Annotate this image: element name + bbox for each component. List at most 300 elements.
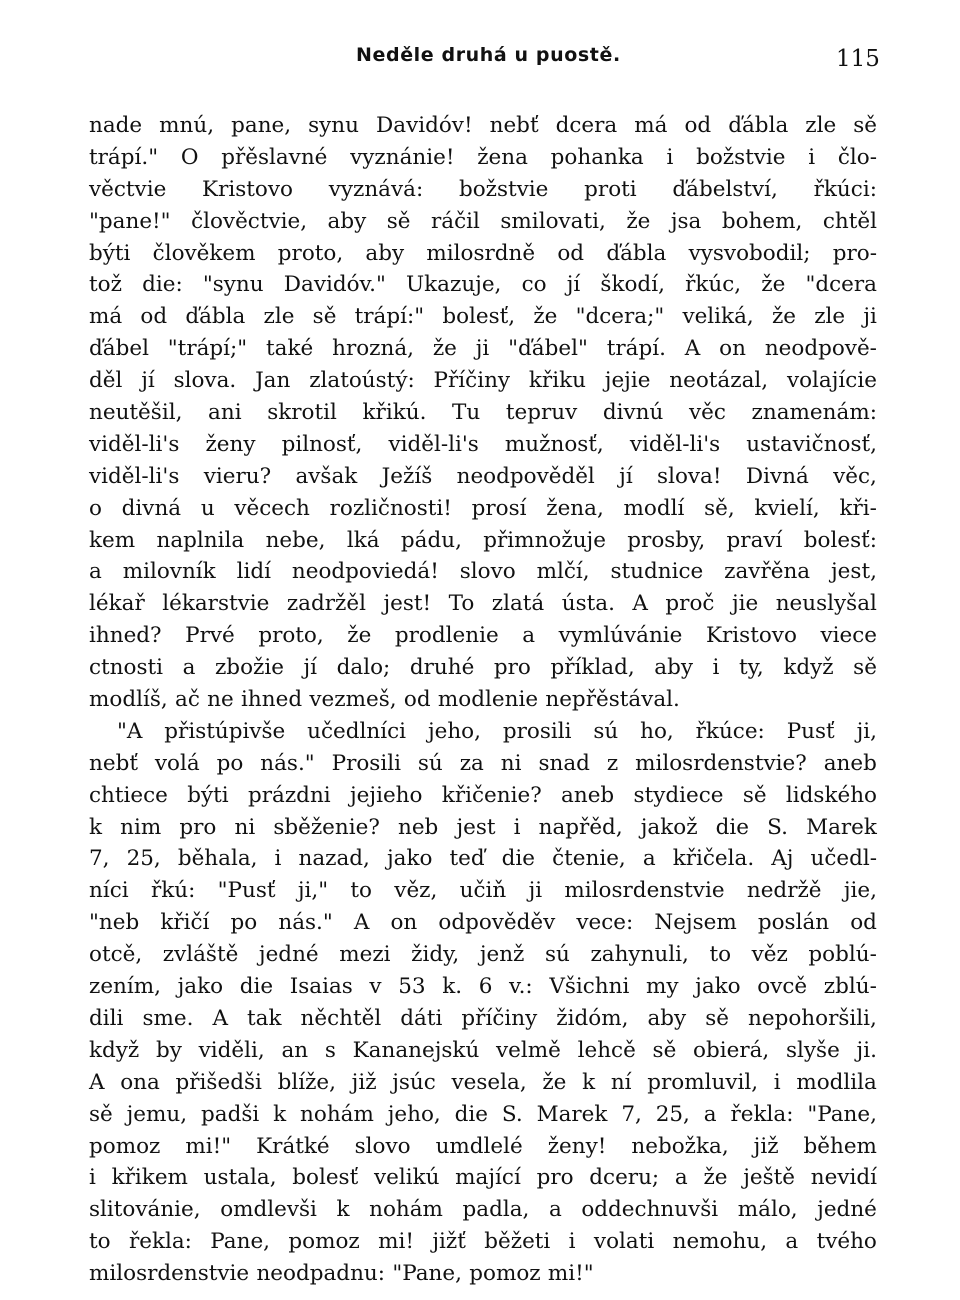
word: mužnosť, <box>504 431 604 457</box>
word: vysvobodil; <box>688 240 811 266</box>
word: A <box>89 1069 105 1095</box>
word: 6 <box>478 974 493 1000</box>
word: ní <box>610 1069 632 1095</box>
word: sú <box>417 750 443 776</box>
word: jakož <box>640 814 698 840</box>
word: od <box>140 304 168 330</box>
word: a <box>89 559 102 585</box>
word: ji <box>528 878 543 904</box>
text-line <box>89 780 877 812</box>
word: "pane!" <box>89 208 171 234</box>
word: nade <box>89 113 143 138</box>
text-line <box>89 684 877 716</box>
word: kvielí, <box>754 495 820 521</box>
word: slova. <box>173 368 237 394</box>
word: 7, <box>89 846 110 872</box>
word: učiň <box>459 878 507 904</box>
word: die <box>454 1101 489 1127</box>
word: modlíš, <box>89 687 168 713</box>
text-line <box>89 652 877 684</box>
word: křičí <box>160 910 210 936</box>
word: Ježíš <box>381 463 433 489</box>
word: prázdni <box>248 782 331 808</box>
word: mnú, <box>159 113 215 138</box>
word: proč <box>665 591 715 617</box>
word: že <box>533 304 558 330</box>
word: božstvie <box>696 144 786 170</box>
word: ty, <box>739 655 764 681</box>
word: zbožie <box>214 655 284 681</box>
word: tož <box>89 272 122 298</box>
word: ustavičnosť, <box>746 431 877 457</box>
word: jí <box>303 655 318 681</box>
word: a <box>182 655 196 681</box>
word: k <box>336 1197 350 1223</box>
word: obierá, <box>693 1037 770 1063</box>
word: příčiny <box>461 1005 538 1031</box>
word: od <box>557 240 585 266</box>
word: aby <box>647 1005 687 1031</box>
word: vece: <box>576 910 634 936</box>
word: ho, <box>640 718 674 744</box>
word: velikú <box>373 1165 440 1191</box>
word: pane, <box>231 113 292 138</box>
word: a <box>522 623 536 649</box>
word: k <box>273 1101 287 1127</box>
word: 25, <box>126 846 161 872</box>
text-line <box>89 301 877 333</box>
word: neodpově- <box>764 336 877 362</box>
word: jejie <box>604 368 651 394</box>
word: viděl-li's <box>89 463 180 489</box>
text-line <box>89 206 877 238</box>
word: "A <box>117 718 143 744</box>
word: aneb <box>823 750 877 776</box>
word: jejieho <box>350 782 423 808</box>
word: slovo <box>354 1133 411 1159</box>
word: viece <box>820 623 877 649</box>
word: die <box>239 974 274 1000</box>
word: slitovánie, <box>89 1197 201 1223</box>
word: nebožka, <box>631 1133 729 1159</box>
word: slova! <box>657 463 722 489</box>
word: křikem <box>111 1165 188 1191</box>
text-line <box>89 556 877 588</box>
word: my <box>646 974 679 1000</box>
word: po <box>230 910 258 936</box>
text-line <box>89 142 877 174</box>
word: napřěd, <box>538 814 623 840</box>
word: Kananejskú <box>352 1037 480 1063</box>
word: neb <box>397 814 439 840</box>
word: Davidóv! <box>376 113 473 138</box>
word: pro- <box>832 240 877 266</box>
text-line <box>89 238 877 270</box>
word: jako <box>177 974 224 1000</box>
word: ona <box>120 1069 160 1095</box>
word: sě <box>89 1101 113 1127</box>
word: vyznánie! <box>350 144 455 170</box>
text-line <box>89 174 877 206</box>
word: ihned? <box>89 623 162 649</box>
word: mi!" <box>547 1261 594 1287</box>
word: židóm, <box>556 1005 629 1031</box>
word: "dcera;" <box>575 304 665 330</box>
word: jest! <box>383 591 432 617</box>
word: ji, <box>856 718 877 744</box>
word: "Pane, <box>392 1261 462 1287</box>
word: mající <box>455 1165 521 1191</box>
word: znamenám: <box>751 400 877 426</box>
word: promluvil, <box>647 1069 759 1095</box>
word: Marek <box>806 814 877 840</box>
word: o <box>89 495 102 521</box>
word: dalo; <box>336 655 391 681</box>
word: děl <box>89 368 123 394</box>
text-line <box>89 1226 877 1258</box>
word: nebť <box>489 113 539 138</box>
word: sme. <box>142 1005 194 1031</box>
word: jsa <box>670 208 702 234</box>
word: jsúc <box>392 1069 436 1095</box>
word: to <box>709 942 732 968</box>
word: Pane, <box>210 1229 271 1255</box>
word: umdlelé <box>435 1133 523 1159</box>
word: Isaias <box>289 974 353 1000</box>
word: a <box>642 846 656 872</box>
word: málo, <box>737 1197 798 1223</box>
word: jako <box>386 846 433 872</box>
word: i <box>712 655 720 681</box>
text-line <box>89 1131 877 1163</box>
word: věc, <box>833 463 877 489</box>
text-line <box>89 429 877 461</box>
word: bolesť <box>292 1165 359 1191</box>
word: tvého <box>816 1229 877 1255</box>
word: pohanka <box>550 144 644 170</box>
word: tepruv <box>505 400 578 426</box>
word: ihned <box>241 687 303 713</box>
word: křičela. <box>672 846 755 872</box>
word: kři- <box>839 495 877 521</box>
word: sběženie? <box>273 814 380 840</box>
word: býti <box>89 240 131 266</box>
word: sú <box>593 718 619 744</box>
word: zlatá <box>491 591 545 617</box>
word: aby <box>327 208 367 234</box>
word: člo- <box>837 144 877 170</box>
word: člověctvie, <box>191 208 308 234</box>
text-line <box>89 939 877 971</box>
word: A <box>684 336 701 362</box>
word: učedlníci <box>307 718 407 744</box>
word: studnice <box>610 559 704 585</box>
word: chtěl <box>822 208 877 234</box>
word: bolesť, <box>442 304 516 330</box>
word: prodlenie <box>394 623 499 649</box>
word: die <box>715 814 750 840</box>
word: neodpoviedá! <box>291 559 439 585</box>
word: z <box>606 750 619 776</box>
word: padši <box>200 1101 260 1127</box>
word: vieru? <box>203 463 272 489</box>
word: věz, <box>394 878 438 904</box>
word: neotázal, <box>669 368 769 394</box>
word: sě, <box>704 495 735 521</box>
word: po <box>216 750 244 776</box>
word: 25, <box>655 1101 690 1127</box>
word: proti <box>584 176 637 202</box>
word: od <box>403 687 431 713</box>
word: že <box>626 208 651 234</box>
word: pilnosť, <box>281 431 363 457</box>
word: vymlúvánie <box>558 623 683 649</box>
word: milosrdenstvie <box>89 1261 250 1287</box>
paragraph <box>89 110 877 716</box>
word: mi! <box>378 1229 415 1255</box>
word: S. <box>501 1101 523 1127</box>
word: padla, <box>462 1197 530 1223</box>
word: to <box>89 1229 111 1255</box>
text-line <box>89 493 877 525</box>
word: jie <box>731 591 759 617</box>
word: nazad, <box>298 846 370 872</box>
word: omdlevši <box>220 1197 317 1223</box>
word: neutěšil, <box>89 400 183 426</box>
word: ctnosti <box>89 655 164 681</box>
word: lehcě <box>577 1037 636 1063</box>
word: lidí <box>236 559 271 585</box>
word: ďábla <box>606 240 667 266</box>
word: nebe, <box>265 527 326 553</box>
word: přimnožuje <box>483 527 606 553</box>
word: nohám <box>300 1101 374 1127</box>
word: O <box>180 144 199 170</box>
word: v <box>369 974 382 1000</box>
word: něchtěl <box>300 1005 382 1031</box>
word: přišedši <box>175 1069 262 1095</box>
word: bohem, <box>721 208 803 234</box>
word: synu <box>308 113 359 138</box>
word: veliká, <box>682 304 754 330</box>
word: že <box>703 1165 728 1191</box>
word: ji. <box>856 1037 877 1063</box>
word: že <box>347 623 372 649</box>
text-line <box>89 365 877 397</box>
word: vesela, <box>451 1069 527 1095</box>
word: když <box>89 1037 140 1063</box>
word: sě <box>386 208 411 234</box>
text-line <box>89 907 877 939</box>
word: aby <box>365 240 405 266</box>
paragraph <box>89 716 877 1290</box>
word: ráčil <box>431 208 480 234</box>
word: jí <box>566 272 581 298</box>
word: škodí, <box>600 272 665 298</box>
word: "Pusť <box>217 878 276 904</box>
word: ustala, <box>203 1165 277 1191</box>
word: k <box>89 814 103 840</box>
text-line <box>89 812 877 844</box>
word: volá <box>154 750 200 776</box>
word: nedržě <box>746 878 822 904</box>
word: a <box>674 1165 688 1191</box>
word: 53 <box>398 974 426 1000</box>
word: zvláště <box>162 942 239 968</box>
word: to <box>350 878 372 904</box>
word: proto, <box>277 240 344 266</box>
word: dceru; <box>589 1165 660 1191</box>
word: od <box>850 910 877 936</box>
text-line <box>89 333 877 365</box>
word: lékař <box>89 591 145 617</box>
word: i <box>773 1069 781 1095</box>
word: modlila <box>796 1069 877 1095</box>
word: zavřěna <box>724 559 811 585</box>
word: nepohoršili, <box>748 1005 877 1031</box>
text-line <box>89 1035 877 1067</box>
word: sě <box>853 655 877 681</box>
word: ďábel <box>89 336 149 362</box>
word: zle <box>263 304 295 330</box>
word: židy, <box>411 942 460 968</box>
word: s <box>324 1037 336 1063</box>
word: již <box>351 1069 377 1095</box>
word: učedl- <box>810 846 877 872</box>
word: ženy <box>205 431 256 457</box>
word: řkú: <box>150 878 196 904</box>
word: ne <box>207 687 234 713</box>
word: jedné <box>258 942 319 968</box>
word: sě <box>652 1037 677 1063</box>
word: ji," <box>297 878 329 904</box>
word: jižť <box>432 1229 466 1255</box>
word: "synu <box>202 272 264 298</box>
word: pro <box>493 655 531 681</box>
word: běhala, <box>177 846 258 872</box>
text-line <box>89 1258 877 1290</box>
word: vezmeš, <box>309 687 397 713</box>
word: ústa. <box>561 591 615 617</box>
word: an <box>281 1037 309 1063</box>
word: Krátké <box>256 1133 330 1159</box>
text-line <box>89 971 877 1003</box>
word: prosili <box>502 718 572 744</box>
word: on <box>719 336 746 362</box>
word: neuslyšal <box>775 591 877 617</box>
word: Prosili <box>331 750 401 776</box>
word: křiku <box>528 368 586 394</box>
word: věz <box>751 942 788 968</box>
word: bolesť: <box>803 527 877 553</box>
word: Tu <box>452 400 481 426</box>
word: Všichni <box>549 974 630 1000</box>
word: řekla: <box>128 1229 192 1255</box>
word: i <box>808 144 816 170</box>
word: mi!" <box>185 1133 232 1159</box>
word: trápí." <box>89 144 159 170</box>
word: divná <box>121 495 182 521</box>
word: běžeti <box>484 1229 551 1255</box>
word: býti <box>187 782 229 808</box>
word: prosí <box>471 495 527 521</box>
word: pomoz <box>469 1261 541 1287</box>
word: sě <box>853 113 877 138</box>
word: mlčí, <box>536 559 590 585</box>
word: skrotil <box>267 400 337 426</box>
word: blíže, <box>277 1069 336 1095</box>
word: ďábla <box>728 113 789 138</box>
word: poblú- <box>808 942 877 968</box>
word: modlí <box>623 495 685 521</box>
text-line <box>89 461 877 493</box>
word: odpověděv <box>438 910 556 936</box>
text-line <box>89 525 877 557</box>
word: lidského <box>785 782 877 808</box>
word: že <box>771 304 796 330</box>
word: má <box>89 304 123 330</box>
word: zle <box>805 113 837 138</box>
word: věcech <box>234 495 310 521</box>
word: ni <box>500 750 522 776</box>
word: divnú <box>602 400 664 426</box>
word: ni <box>234 814 256 840</box>
word: řekla: <box>730 1101 794 1127</box>
word: viděl-li's <box>388 431 479 457</box>
word: jenž <box>479 942 525 968</box>
word: i <box>89 1165 96 1191</box>
word: Kristovo <box>202 176 293 202</box>
word: níci <box>89 878 129 904</box>
word: slovo <box>459 559 516 585</box>
word: sě <box>312 304 337 330</box>
word: milosrdenstvie <box>564 878 725 904</box>
word: A <box>212 1005 228 1031</box>
word: naplnila <box>156 527 245 553</box>
word: věctvie <box>89 176 167 202</box>
word: ji <box>475 336 490 362</box>
word: otcě, <box>89 942 143 968</box>
page-number: 115 <box>836 46 880 72</box>
word: i <box>513 814 521 840</box>
word: zením, <box>89 974 161 1000</box>
word: křičenie? <box>441 782 542 808</box>
word: lká <box>346 527 380 553</box>
word: jí <box>619 463 633 489</box>
word: jie, <box>843 878 877 904</box>
word: Marek <box>536 1101 608 1127</box>
word: pro <box>536 1165 574 1191</box>
word: "dcera <box>805 272 877 298</box>
word: lékarstvie <box>162 591 270 617</box>
word: ovcě <box>757 974 808 1000</box>
word: za <box>459 750 484 776</box>
word: die <box>501 846 536 872</box>
word: viděli, <box>198 1037 265 1063</box>
word: jeho, <box>387 1101 441 1127</box>
text-line <box>89 716 877 748</box>
word: řkúci: <box>813 176 877 202</box>
word: druhé <box>409 655 475 681</box>
word: žena <box>477 144 528 170</box>
word: i <box>274 846 282 872</box>
word: jedné <box>817 1197 877 1223</box>
word: Ukazuje, <box>406 272 502 298</box>
word: aby <box>654 655 693 681</box>
word: kem <box>89 527 136 553</box>
word: že <box>761 272 786 298</box>
word: milosrdenstvie? <box>635 750 807 776</box>
